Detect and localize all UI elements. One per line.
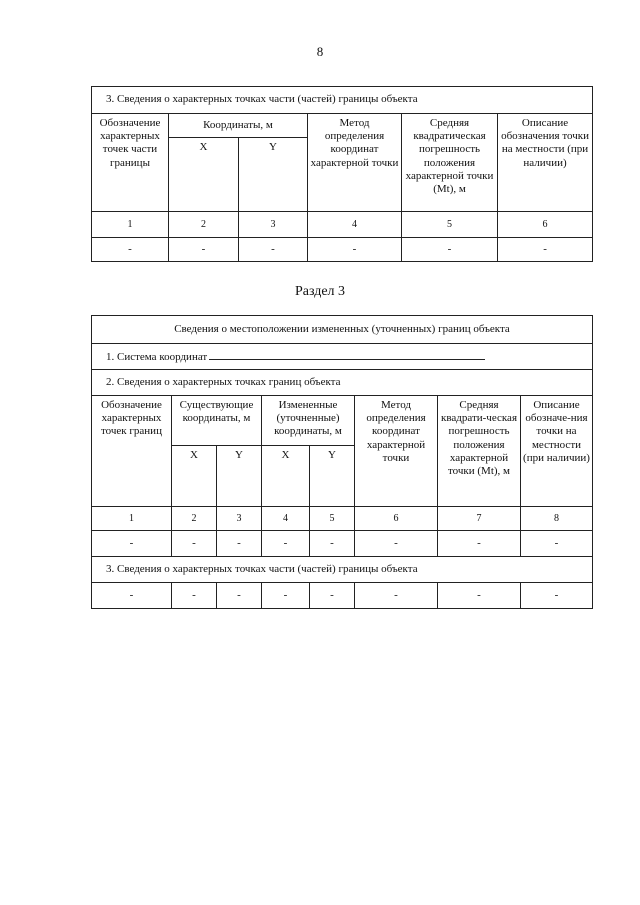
table-cell: - xyxy=(355,583,438,609)
header-existing-coordinates: Существующие координаты, м xyxy=(172,396,262,446)
table-cell: - xyxy=(92,531,172,557)
coordinate-system-row xyxy=(92,344,593,370)
table-cell: - xyxy=(262,583,310,609)
points-title: 2. Сведения о характерных точках границ объекта xyxy=(92,370,593,396)
header-changed-coordinates: Измененные (уточненные) координаты, м xyxy=(262,396,355,446)
table-cell: - xyxy=(438,583,521,609)
column-number: 2 xyxy=(172,507,217,531)
header-x-existing: X xyxy=(172,446,217,507)
table-cell: - xyxy=(262,531,310,557)
table-cell: - xyxy=(172,583,217,609)
column-number: 1 xyxy=(92,507,172,531)
header-method: Метод определения координат характерной точки xyxy=(308,114,402,212)
column-number: 6 xyxy=(498,212,593,238)
header-method: Метод определения координат характерной точки xyxy=(355,396,438,507)
header-point-designation: Обозначение характерных точек границ xyxy=(92,396,172,507)
column-number: 2 xyxy=(169,212,239,238)
header-x: X xyxy=(169,138,239,212)
page-number: 8 xyxy=(316,44,324,59)
column-number: 3 xyxy=(239,212,308,238)
column-number: 5 xyxy=(402,212,498,238)
header-y-changed: Y xyxy=(310,446,355,507)
table-cell: - xyxy=(172,531,217,557)
header-description: Описание обозначе-ния точки на местности (при наличии) xyxy=(521,396,593,507)
table-cell: - xyxy=(355,531,438,557)
column-number: 7 xyxy=(438,507,521,531)
table-cell: - xyxy=(92,238,169,262)
coordinate-system-label: 1. Система координат xyxy=(106,350,208,363)
header-coordinates: Координаты, м xyxy=(169,114,308,138)
table-cell: - xyxy=(521,531,593,557)
table-cell: - xyxy=(402,238,498,262)
table-cell: - xyxy=(310,531,355,557)
header-y-existing: Y xyxy=(217,446,262,507)
header-description: Описание обозначения точки на местности (при наличии) xyxy=(498,114,593,212)
column-number: 5 xyxy=(310,507,355,531)
table-cell: - xyxy=(498,238,593,262)
column-number: 1 xyxy=(92,212,169,238)
table-row xyxy=(92,583,593,609)
table-cell: - xyxy=(310,583,355,609)
section-title: Раздел 3 xyxy=(294,284,346,299)
table-cell: - xyxy=(217,583,262,609)
table1-title: 3. Сведения о характерных точках части (частей) границы объекта xyxy=(92,87,593,114)
table-cell: - xyxy=(92,583,172,609)
changed-boundaries-table xyxy=(91,315,593,609)
table-row xyxy=(92,531,593,557)
parts-title: 3. Сведения о характерных точках части (частей) границы объекта xyxy=(92,557,593,583)
table-cell: - xyxy=(239,238,308,262)
header-y: Y xyxy=(239,138,308,212)
coordinate-system-blank xyxy=(209,349,485,360)
header-x-changed: X xyxy=(262,446,310,507)
table-cell: - xyxy=(169,238,239,262)
column-number: 4 xyxy=(308,212,402,238)
column-number: 3 xyxy=(217,507,262,531)
table-row xyxy=(92,238,593,262)
table-cell: - xyxy=(521,583,593,609)
part-boundary-points-table xyxy=(91,86,593,262)
table-cell: - xyxy=(438,531,521,557)
column-number: 6 xyxy=(355,507,438,531)
column-number: 8 xyxy=(521,507,593,531)
table2-title: Сведения о местоположении измененных (уточненных) границ объекта xyxy=(92,316,593,344)
table-cell: - xyxy=(217,531,262,557)
header-point-designation: Обозначение характерных точек части границы xyxy=(92,114,169,212)
header-error: Средняя квадрати-ческая погрешность положения характерной точки (Mt), м xyxy=(438,396,521,507)
header-error: Средняя квадратическая погрешность положения характерной точки (Mt), м xyxy=(402,114,498,212)
table-cell: - xyxy=(308,238,402,262)
column-number: 4 xyxy=(262,507,310,531)
